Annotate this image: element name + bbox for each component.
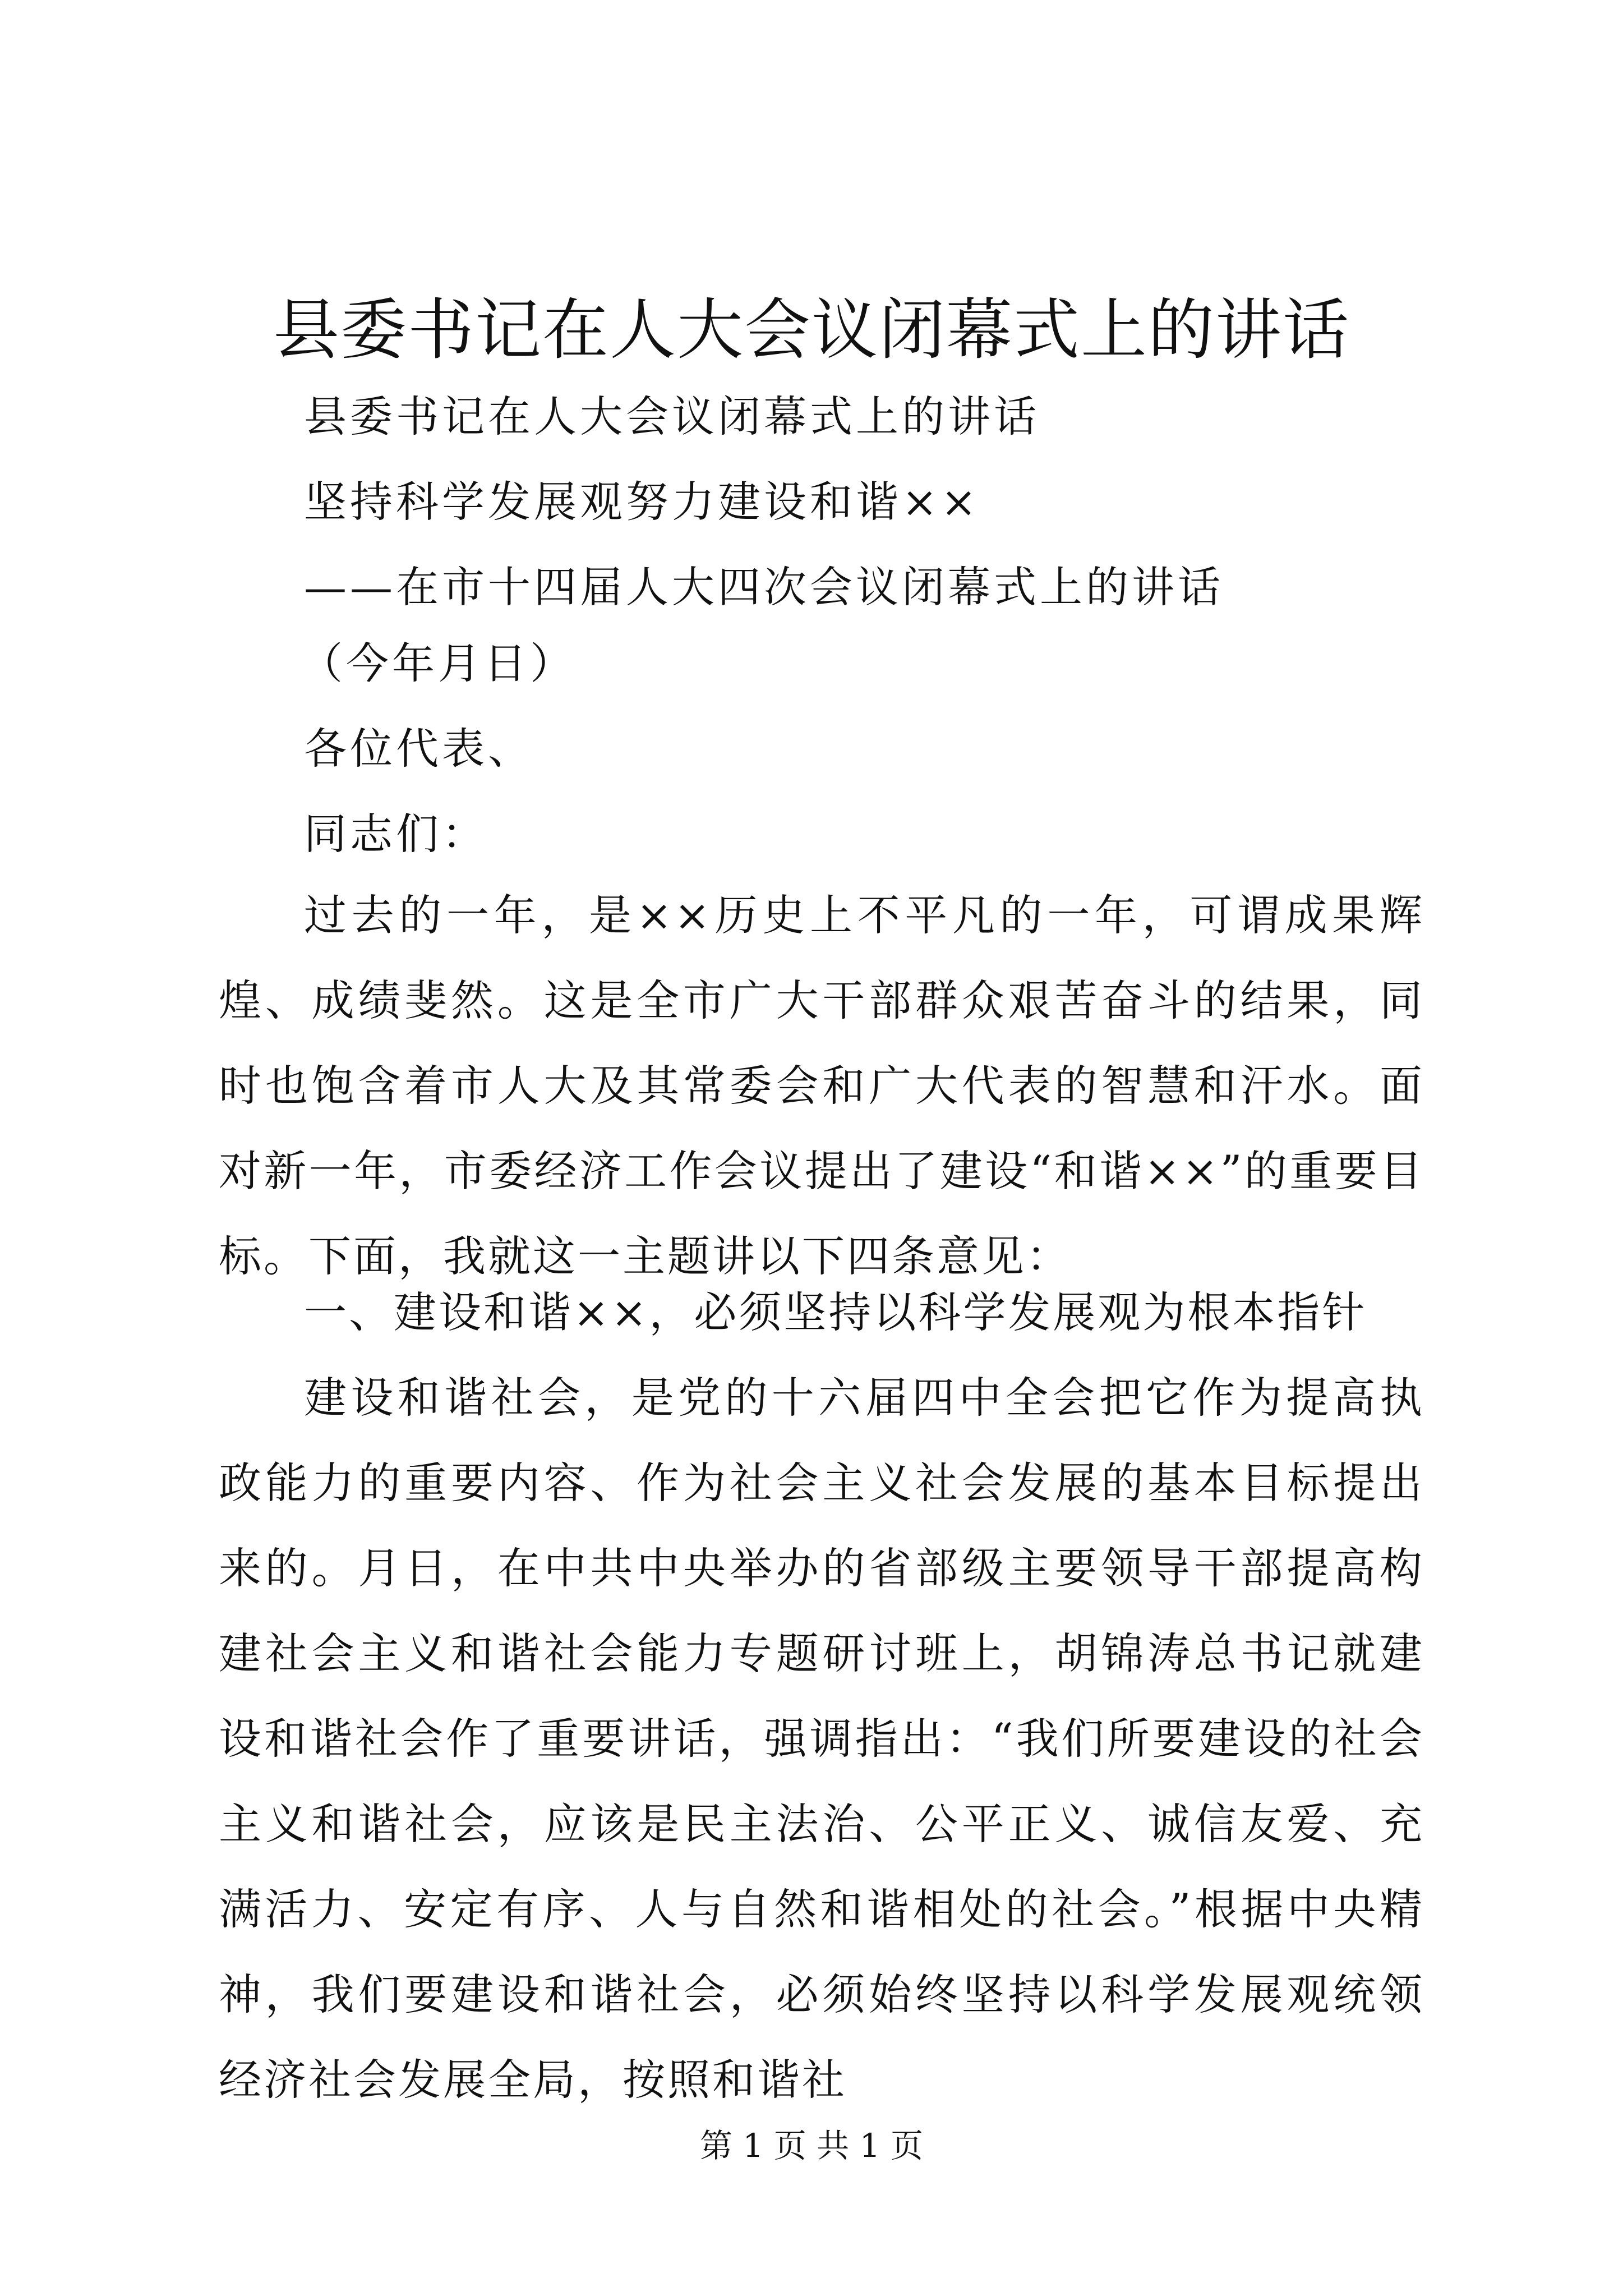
- salutation-line-1: 各位代表、: [304, 724, 534, 774]
- paragraph-section-1: 建设和谐社会，是党的十六届四中全会把它作为提高执政能力的重要内容、作为社会主义社会发展的基本目标提出来的。月日，在中共中央举办的省部级主要领导干部提高构建社会主义和谐社会能力专题研讨班上，胡锦涛总书记就建设和谐社会作了重要讲话，强调指出：“我们所要建设的社会主义和谐社会，应该是民主法治、公平正义、诚信友爱、充满活力、安定有序、人与自然和谐相处的社会。”根据中央精神，我们要建设和谐社会，必须始终坚持以科学发展观统领经济社会发展全局，按照和谐社: [219, 1373, 1424, 2105]
- theme-line: 坚持科学发展观努力建设和谐××: [304, 477, 980, 527]
- page-footer: 第 1 页 共 1 页: [700, 2127, 923, 2165]
- occasion-line: ——在市十四届人大四次会议闭幕式上的讲话: [304, 562, 1224, 612]
- paragraph-intro: 过去的一年，是××历史上不平凡的一年，可谓成果辉煌、成绩斐然。这是全市广大干部群众艰苦奋斗的结果，同时也饱含着市人大及其常委会和广大代表的智慧和汗水。面对新一年，市委经济工作会议提出了建设“和谐××”的重要目标。下面，我就这一主题讲以下四条意见：: [219, 890, 1424, 1281]
- salutation-line-2: 同志们：: [304, 809, 488, 859]
- subtitle-line: 县委书记在人大会议闭幕式上的讲话: [304, 392, 1040, 441]
- section-heading-1: 一、建设和谐××，必须坚持以科学发展观为根本指针: [304, 1287, 1367, 1337]
- date-line: （今年月日）: [300, 638, 576, 688]
- document-title: 县委书记在人大会议闭幕式上的讲话: [273, 291, 1350, 369]
